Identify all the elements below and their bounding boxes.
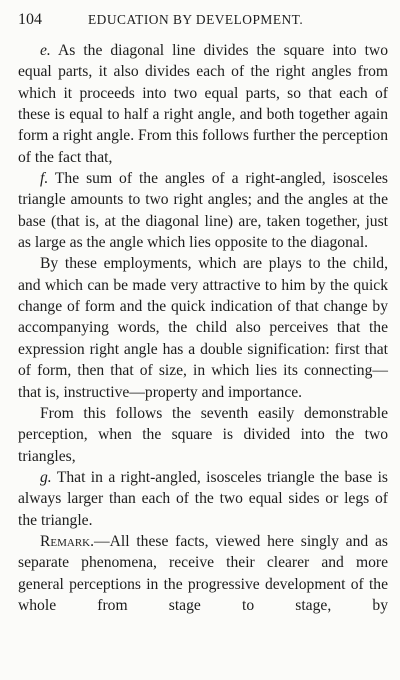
running-head	[18, 9, 386, 31]
body-text	[18, 40, 388, 616]
paragraph-f-text: The sum of the angles of a right-angled, isosceles triangle amounts to two right angles; and the angles at the base (that is, at the diagonal line) are, taken together, just as large as the angle which lies opposite to the diagonal.	[18, 170, 388, 252]
paragraph-e-label: e.	[40, 42, 51, 59]
paragraph-f-label: f.	[40, 170, 49, 188]
paragraph-g	[18, 467, 388, 531]
paragraph-seventh-perception-text: From this follows the seventh easily demonstrable perception, when the square is divided into the two triangles,	[18, 404, 388, 465]
paragraph-g-label: g.	[40, 468, 52, 486]
paragraph-seventh-perception	[18, 403, 388, 467]
paragraph-employments	[18, 253, 388, 402]
paragraph-remark-text: —All these facts, viewed here singly and as separate phenomena, receive their clearer and more general perceptions in the progressive development of the whole from stage to stage, by	[18, 532, 388, 614]
paragraph-remark	[18, 531, 388, 616]
paragraph-employments-text: By these employments, which are plays to the child, and which can be made very attractive to him by the quick change of form and the quick indication of that change by accompanying words, the child also perceives that the expression right angle has a double signification: first that of form, then that of size, in which lies its connecting—that is, instructive—property and importance.	[18, 255, 388, 401]
paragraph-e-text: As the diagonal line divides the square into two equal parts, it also divides each of the right angles from which it proceeds into two equal parts, so that each of these is equal to half a right angle, and both together again form a right angle. From this follows further the perception of the fact that,	[18, 42, 388, 166]
page-number: 104	[18, 11, 42, 28]
paragraph-f	[18, 168, 388, 253]
running-title: EDUCATION BY DEVELOPMENT.	[88, 12, 304, 27]
paragraph-g-text: That in a right-angled, isosceles triangle the base is always larger than each of the two equal sides or legs of the triangle.	[18, 468, 388, 529]
paragraph-e	[18, 40, 388, 168]
paragraph-remark-label: Remark.	[40, 532, 95, 550]
